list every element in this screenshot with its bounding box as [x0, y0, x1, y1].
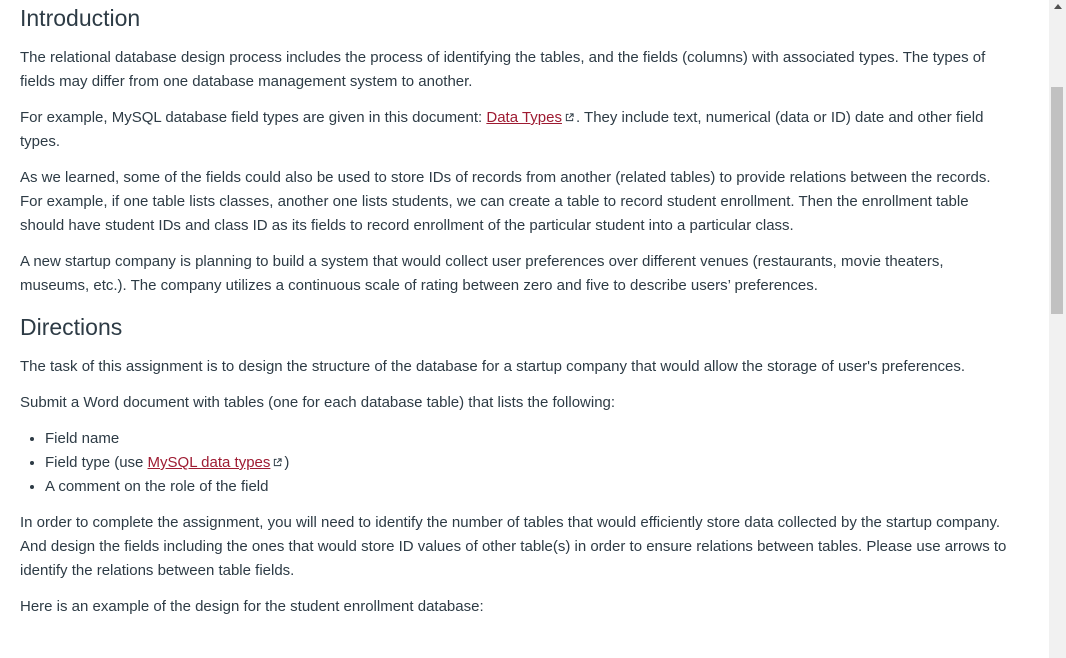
data-types-link[interactable]: [486, 109, 562, 126]
mysql-data-types-link[interactable]: [148, 454, 271, 471]
content-area: [20, 0, 1010, 658]
scrollbar-thumb[interactable]: [1051, 87, 1063, 314]
directions-paragraph-1: The task of this assignment is to design the structure of the database for a startup company that would allow the storage of user's preferences.: [20, 358, 966, 375]
list-item-comment: • A comment on the role of the field: [45, 475, 1010, 499]
external-link-icon: [273, 458, 282, 467]
intro-p2-text-after: . They include text, numerical (data or ID) date and other field types.: [20, 109, 984, 150]
directions-paragraph-3: In order to complete the assignment, you will need to identify the number of tables that would efficiently store data collected by the startup company. And design the fields including the ones that would store ID values of other table(s) in order to ensure relations between tables. Please use arrows to identify the relations between table fields.: [20, 514, 1007, 579]
directions-paragraph-4: Here is an example of the design for the student enrollment database:: [20, 598, 484, 615]
introduction-heading: Introduction: [20, 5, 141, 31]
directions-paragraph-2: Submit a Word document with tables (one for each database table) that lists the following:: [20, 394, 616, 411]
intro-paragraph-4: A new startup company is planning to build a system that would collect user preferences over different venues (restaurants, movie theaters, museums, etc.). The company utilizes a continuous scale of rating between zero and five to describe users’ preferences.: [20, 253, 944, 294]
external-link-icon: [565, 113, 574, 122]
field-requirements-list: [20, 427, 1010, 499]
vertical-scrollbar[interactable]: [1049, 0, 1066, 658]
list-item-field-name: • Field name: [45, 427, 1010, 451]
scroll-up-arrow-icon[interactable]: [1054, 4, 1062, 9]
list-item-field-type-after: ): [284, 454, 290, 471]
data-types-link-text: Data Types: [486, 109, 562, 126]
intro-paragraph-2: [20, 106, 1010, 154]
intro-paragraph-1: The relational database design process includes the process of identifying the tables, and the fields (columns) with associated types. The types of fields may differ from one database management system to another.: [20, 49, 986, 90]
list-item-field-type: [45, 451, 1010, 475]
directions-heading: Directions: [20, 314, 123, 340]
intro-p2-text-before: For example, MySQL database field types are given in this document:: [20, 109, 487, 126]
intro-paragraph-3: As we learned, some of the fields could also be used to store IDs of records from another (related tables) to provide relations between the records. For example, if one table lists classes, another one lists students, we can create a table to record student enrollment. Then the enrollment table should have student IDs and class ID as its fields to record enrollment of the particular student into a particular class.: [20, 169, 991, 234]
list-item-field-type-before: Field type (use: [45, 454, 148, 471]
mysql-data-types-link-text: MySQL data types: [147, 454, 271, 471]
